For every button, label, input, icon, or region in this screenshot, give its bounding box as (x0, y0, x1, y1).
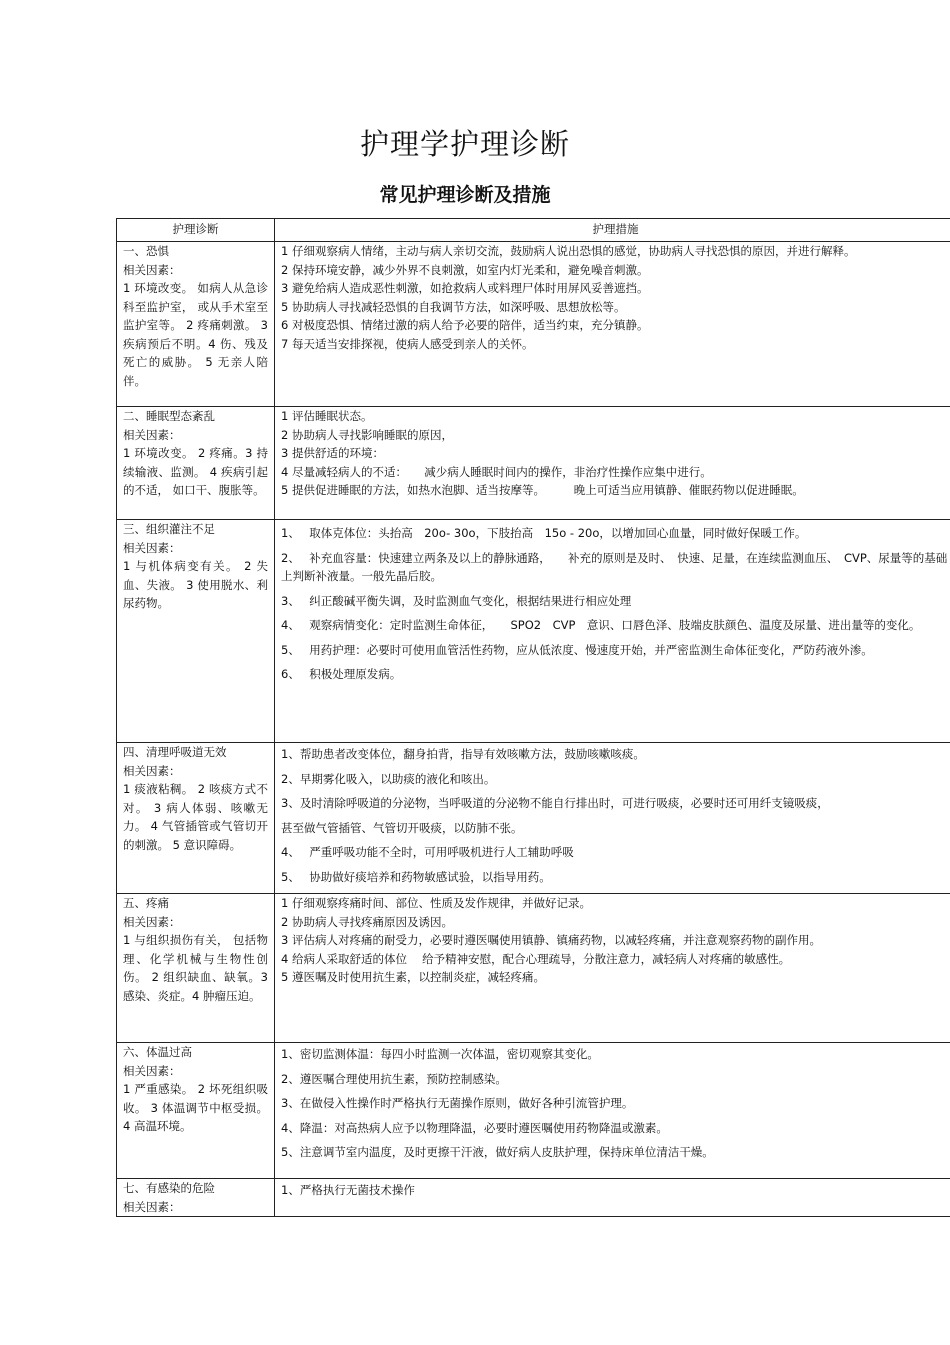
factor-text: 1 与组织损伤有关， 包括物理、化学机械与生物性创伤。 2 组织缺血、缺氧。3 感染、炎症。4 肿瘤压迫。 (123, 933, 268, 1003)
diagnosis-title: 二、睡眠型态紊乱 (123, 409, 215, 423)
diagnosis-cell (117, 520, 275, 743)
header-measures: 护理措施 (275, 219, 950, 242)
diagnosis-cell (117, 894, 275, 1043)
table-header-row (117, 219, 950, 242)
factor-label: 相关因素： (123, 262, 181, 277)
measures-cell (275, 1043, 950, 1179)
table-row (117, 1043, 950, 1179)
measure-item: 7 每天适当安排探视，使病人感受到亲人的关怀。 (281, 336, 534, 351)
measures-cell (275, 1179, 950, 1217)
measure-item: 1 评估睡眠状态。 (281, 409, 373, 423)
measure-item: 6 对极度恐惧、情绪过激的病人给予必要的陪伴，适当约束，充分镇静。 (281, 318, 649, 332)
diagnosis-title: 五、疼痛 (123, 896, 169, 910)
measure-item: 2、早期雾化吸入，以助痰的液化和咳出。 (281, 771, 496, 786)
diagnosis-title: 六、体温过高 (123, 1045, 192, 1059)
measure-item: 5 遵医嘱及时使用抗生素，以控制炎症，减轻疼痛。 (281, 970, 545, 984)
measures-cell (275, 743, 950, 894)
diagnosis-title: 七、有感染的危险 (123, 1181, 215, 1195)
measure-item: 1、帮助患者改变体位，翻身拍背，指导有效咳嗽方法，鼓励咳嗽咳痰。 (281, 747, 645, 761)
table-row (117, 407, 950, 520)
measure-item: 5、 协助做好痰培养和药物敏感试验，以指导用药。 (281, 869, 551, 884)
measure-item: 1、 取体克体位：头抬高 20o- 30o，下肢抬高 15o - 20o，以增加回心血量，同时做好保暖工作。 (281, 526, 807, 540)
factor-text: 1 痰液粘稠。 2 咳痰方式不对。 3 病人体弱、咳嗽无力。 4 气管插管或气管切开的刺激。 5 意识障碍。 (123, 782, 268, 852)
factor-text: 1 与机体病变有关。 2 失血、失液。 3 使用脱水、利尿药物。 (123, 559, 268, 610)
measure-item: 5 提供促进睡眠的方法，如热水泡脚、适当按摩等。 晚上可适当应用镇静、催眠药物以促进睡眠。 (281, 483, 804, 497)
measure-item: 4、 严重呼吸功能不全时，可用呼吸机进行人工辅助呼吸 (281, 845, 574, 859)
factor-label: 相关因素： (123, 1199, 181, 1214)
factor-text: 1 环境改变。 如病人从急诊科至监护室， 或从手术室至监护室等。 2 疼痛刺激。 3 疾病预后不明。4 伤、残及死亡的威胁。 5 无亲人陪伴。 (123, 281, 268, 388)
measure-item: 2 协助病人寻找疼痛原因及诱因。 (281, 914, 453, 929)
diagnosis-title: 四、清理呼吸道无效 (123, 745, 227, 759)
header-diagnosis: 护理诊断 (117, 219, 275, 242)
page-title: 护理学护理诊断 (359, 127, 570, 161)
measures-cell (275, 242, 950, 407)
measure-item: 2 协助病人寻找影响睡眠的原因， (281, 427, 453, 442)
factor-label: 相关因素： (123, 914, 181, 929)
factor-text: 1 严重感染。 2 坏死组织吸收。 3 体温调节中枢受损。 4 高温环境。 (123, 1082, 268, 1133)
measure-item: 3、及时清除呼吸道的分泌物，当呼吸道的分泌物不能自行排出时，可进行吸痰，必要时还可用纤支镜吸痰， (281, 796, 829, 810)
measure-item: 3 评估病人对疼痛的耐受力，必要时遵医嘱使用镇静、镇痛药物，以减轻疼痛，并注意观察药物的副作用。 (281, 933, 821, 947)
diagnosis-cell (117, 242, 275, 407)
measure-item: 4 给病人采取舒适的体位 给予精神安慰，配合心理疏导，分散注意力，减轻病人对疼痛的敏感性。 (281, 951, 791, 966)
measures-cell (275, 520, 950, 743)
table-row (117, 520, 950, 743)
diagnosis-cell (117, 1179, 275, 1217)
diagnosis-title: 三、组织灌注不足 (123, 522, 215, 536)
diagnosis-cell (117, 407, 275, 520)
measure-item: 2、 补充血容量：快速建立两条及以上的静脉通路， 补充的原则是及时、 快速、足量，在连续监测血压、 CVP、尿量等的基础上判断补液量。一般先晶后胶。 (281, 550, 948, 583)
measure-item: 3、在做侵入性操作时严格执行无菌操作原则，做好各种引流管护理。 (281, 1096, 634, 1110)
factor-label: 相关因素： (123, 1063, 181, 1078)
measure-item: 2 保持环境安静，减少外界不良刺激，如室内灯光柔和，避免噪音刺激。 (281, 262, 649, 277)
measure-item: 甚至做气管插管、气管切开吸痰，以防肺不张。 (281, 820, 523, 835)
measure-item: 5、 用药护理：必要时可使用血管活性药物，应从低浓度、慢速度开始，并严密监测生命体征变化，严防药液外渗。 (281, 642, 873, 657)
measure-item: 1、密切监测体温：每四小时监测一次体温，密切观察其变化。 (281, 1047, 599, 1061)
measure-item: 1 仔细观察疼痛时间、部位、性质及发作规律，并做好记录。 (281, 896, 591, 910)
measure-item: 4 尽量减轻病人的不适： 减少病人睡眠时间内的操作，非治疗性操作应集中进行。 (281, 464, 712, 479)
measure-item: 5 协助病人寻找减轻恐惧的自我调节方法，如深呼吸、思想放松等。 (281, 299, 626, 314)
measure-item: 3、 纠正酸碱平衡失调，及时监测血气变化，根据结果进行相应处理 (281, 593, 632, 608)
factor-label: 相关因素： (123, 427, 181, 442)
measure-item: 3 避免给病人造成恶性刺激，如抢救病人或料理尸体时用屏风妥善遮挡。 (281, 281, 649, 295)
measures-cell (275, 407, 950, 520)
table-row (117, 743, 950, 894)
diagnosis-cell (117, 1043, 275, 1179)
diagnosis-title: 一、恐惧 (123, 244, 169, 258)
diagnosis-cell (117, 743, 275, 894)
page-subtitle: 常见护理诊断及措施 (379, 184, 551, 206)
measure-item: 5、注意调节室内温度，及时更擦干汗液，做好病人皮肤护理，保持床单位清洁干燥。 (281, 1145, 714, 1159)
table-row (117, 1179, 950, 1217)
table-row (117, 894, 950, 1043)
nursing-diagnosis-table (116, 218, 950, 1217)
measure-item: 1 仔细观察病人情绪，主动与病人亲切交流，鼓励病人说出恐惧的感觉，协助病人寻找恐惧的原因，并进行解释。 (281, 244, 856, 258)
measures-cell (275, 894, 950, 1043)
measure-item: 3 提供舒适的环境： (281, 446, 384, 460)
factor-label: 相关因素： (123, 763, 181, 778)
factor-label: 相关因素： (123, 540, 181, 555)
measure-item: 1、严格执行无菌技术操作 (281, 1183, 415, 1197)
measure-item: 6、 积极处理原发病。 (281, 667, 402, 681)
factor-text: 1 环境改变。 2 疼痛。3 持续输液、监测。 4 疾病引起的不适， 如口干、腹胀等。 (123, 446, 268, 497)
table-row (117, 242, 950, 407)
measure-item: 2、遵医嘱合理使用抗生素，预防控制感染。 (281, 1071, 507, 1086)
measure-item: 4、降温：对高热病人应予以物理降温，必要时遵医嘱使用药物降温或激素。 (281, 1120, 668, 1135)
measure-item: 4、 观察病情变化：定时监测生命体征， SPO2 CVP 意识、口唇色泽、肢端皮肤颜色、温度及尿量、进出量等的变化。 (281, 618, 921, 632)
